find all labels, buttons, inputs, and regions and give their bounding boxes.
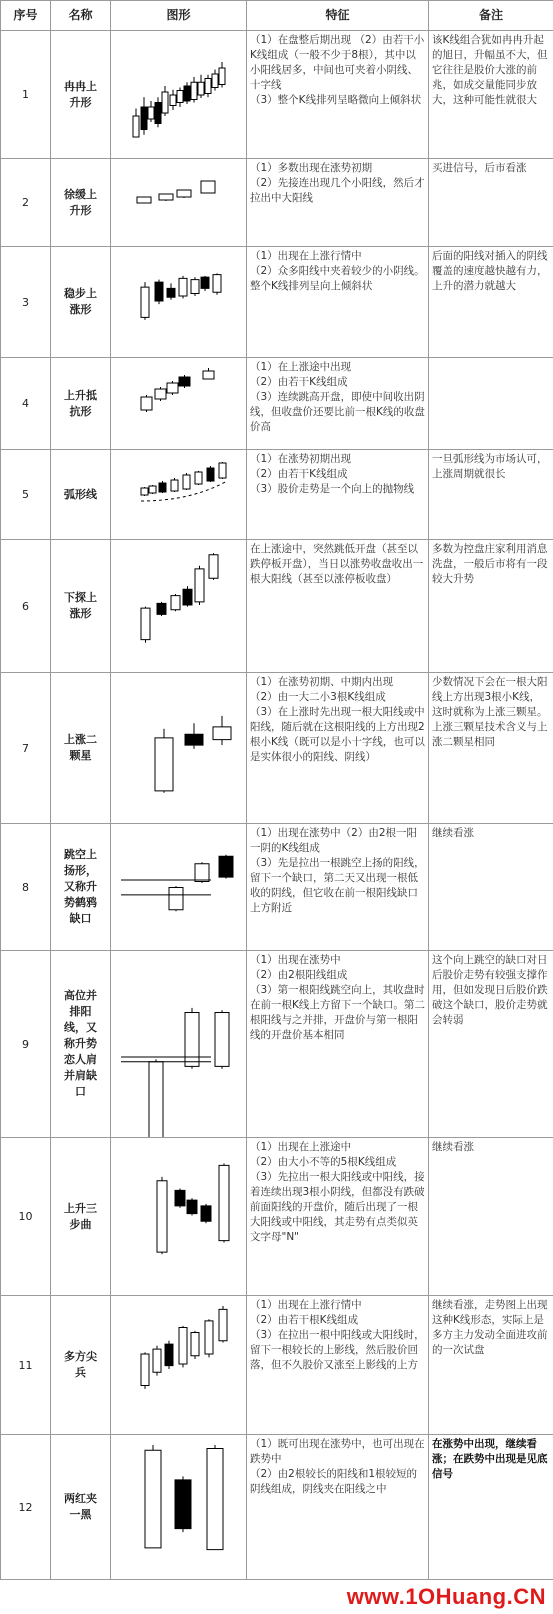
bullish-candle [141, 488, 148, 495]
row-number: 5 [1, 450, 51, 540]
note-line: 继续看涨，走势图上出现这种K线形态，实际上是多方主力发动全面进攻前的一次试盘 [432, 1299, 548, 1356]
note-line: 后面的阳线对插入的阴线覆盖的速度越快越有力，上升的潜力就越大 [432, 250, 548, 292]
feature-line: （3）整个K线排列呈略微向上倾斜状 [250, 94, 422, 106]
pattern-feature [247, 824, 429, 951]
pattern-note [429, 1296, 553, 1435]
table-row [1, 1138, 553, 1296]
pattern-name: 上升三步曲 [51, 1138, 111, 1296]
pattern-feature [247, 951, 429, 1138]
pattern-feature [247, 1296, 429, 1435]
pattern-name: 弧形线 [51, 450, 111, 540]
pattern-figure-cell [111, 450, 247, 540]
bullish-candle [185, 1013, 199, 1067]
candlestick-figure [111, 450, 247, 539]
candlestick-figure [111, 358, 247, 449]
feature-line: （1）既可出现在涨势中，也可出现在跌势中 [250, 1438, 425, 1465]
bullish-candle [212, 74, 218, 88]
feature-line: （3）先是拉出一根跳空上扬的阳线，留下一个缺口，第二天又出现一根低收的阴线，但它收在前一根阳线缺口上方附近 [250, 857, 425, 914]
bullish-candle [198, 82, 204, 95]
bullish-candle [141, 397, 152, 410]
bullish-candle [145, 1450, 161, 1548]
feature-line: （1）出现在上涨途中 [250, 1141, 352, 1153]
feature-line: （2）先接连出现几个小阳线，然后才拉出中大阳线 [250, 177, 425, 204]
bullish-candle [195, 472, 202, 484]
feature-line: （1）多数出现在涨势初期 [250, 162, 373, 174]
feature-line: （1）出现在上涨行情中 [250, 250, 362, 262]
table-row [1, 247, 553, 358]
note-line: 买进信号，后市看涨 [432, 162, 527, 174]
table-row [1, 540, 553, 673]
row-number: 3 [1, 247, 51, 358]
row-number: 12 [1, 1435, 51, 1580]
pattern-note [429, 31, 553, 159]
bullish-candle [201, 181, 215, 193]
header-note: 备注 [429, 1, 553, 31]
feature-line: （2）由大小不等的5根K线组成 [250, 1156, 397, 1168]
bullish-candle [219, 68, 225, 85]
bullish-candle [149, 486, 156, 493]
header-feature: 特征 [247, 1, 429, 31]
bearish-candle [175, 1480, 191, 1529]
pattern-name: 下探上涨形 [51, 540, 111, 673]
bullish-candle [159, 194, 173, 200]
bullish-candle [137, 197, 151, 203]
feature-line: （3）股价走势是一个向上的抛物线 [250, 483, 415, 495]
bullish-candle [195, 569, 204, 602]
note-line: 该K线组合犹如冉冉升起的旭日，升幅虽不大，但它往往是股价大涨的前兆，如成交量能同步放大，这种可能性就很大 [432, 34, 548, 106]
note-line: 多数为控盘庄家利用消息洗盘，一般后市将有一段较大升势 [432, 543, 548, 585]
candlestick-figure [111, 673, 247, 823]
feature-line: （2）众多阳线中夹着较少的小阴线。整个K线排列呈向上倾斜状 [250, 265, 425, 292]
bullish-candle [179, 278, 187, 296]
pattern-note [429, 247, 553, 358]
table-row [1, 450, 553, 540]
candlestick-figure [111, 247, 247, 357]
header-row [1, 1, 553, 31]
bullish-candle [171, 596, 180, 610]
pattern-figure-cell [111, 673, 247, 824]
header-figure: 图形 [111, 1, 247, 31]
bullish-candle [205, 1321, 213, 1354]
feature-line: （1）在盘整后期出现 （2）由若干小K线组成（一般不少于8根），其中以小阳线居多，中间也可夹着小阴线、十字线 [250, 34, 425, 91]
bullish-candle [179, 1328, 187, 1364]
header-no: 序号 [1, 1, 51, 31]
bearish-candle [219, 856, 233, 877]
pattern-figure-cell [111, 1138, 247, 1296]
bullish-candle [153, 1349, 161, 1372]
bullish-candle [141, 287, 149, 317]
pattern-note [429, 159, 553, 247]
pattern-note [429, 450, 553, 540]
table-row [1, 673, 553, 824]
pattern-feature [247, 159, 429, 247]
note-line: 继续看涨 [432, 827, 474, 839]
bearish-candle [184, 86, 190, 101]
bullish-candle [148, 107, 154, 119]
bearish-candle [179, 377, 190, 386]
bullish-candle [141, 1354, 149, 1385]
pattern-figure-cell [111, 1296, 247, 1435]
row-number: 9 [1, 951, 51, 1138]
pattern-figure-cell [111, 951, 247, 1138]
bearish-candle [155, 103, 161, 124]
pattern-figure-cell [111, 159, 247, 247]
feature-line: （2）由2根阳线组成 [250, 969, 348, 981]
bullish-candle [157, 1181, 167, 1252]
feature-line: 在上涨途中，突然跳低开盘（甚至以跌停板开盘），当日以涨势收盘收出一根大阳线（甚至以涨停板收盘） [250, 543, 424, 585]
pattern-note [429, 540, 553, 673]
note-line: 一旦弧形线为市场认可，上涨周期就很长 [432, 453, 548, 480]
pattern-note [429, 824, 553, 951]
bullish-candle [183, 475, 190, 489]
candlestick-figure [111, 31, 247, 158]
bearish-candle [207, 468, 214, 481]
bullish-candle [191, 280, 199, 294]
bullish-candle [207, 1448, 223, 1549]
bullish-candle [191, 1333, 199, 1356]
bullish-candle [191, 82, 197, 99]
table-row [1, 1296, 553, 1435]
feature-line: （2）由若干K线组成 [250, 468, 348, 480]
bullish-candle [205, 79, 211, 94]
bullish-candle [215, 1013, 229, 1067]
bearish-candle [155, 282, 163, 301]
feature-line: （3）在拉出一根中阳线或大阳线时，留下一根较长的上影线，然后股价回落，但不久股价又涨至上影线的上方 [250, 1329, 425, 1371]
row-number: 2 [1, 159, 51, 247]
bearish-candle [157, 603, 166, 614]
row-number: 11 [1, 1296, 51, 1435]
pattern-note [429, 1138, 553, 1296]
pattern-figure-cell [111, 358, 247, 450]
feature-line: （2）由一大二小3根K线组成 [250, 691, 386, 703]
pattern-figure-cell [111, 540, 247, 673]
pattern-name: 多方尖兵 [51, 1296, 111, 1435]
feature-line: （1）在上涨途中出现 [250, 361, 352, 373]
bullish-candle [171, 480, 178, 491]
pattern-name: 徐缓上升形 [51, 159, 111, 247]
table-row [1, 824, 553, 951]
row-number: 6 [1, 540, 51, 673]
pattern-note [429, 358, 553, 450]
bullish-candle [177, 91, 183, 103]
pattern-name: 冉冉上升形 [51, 31, 111, 159]
bullish-candle [213, 275, 221, 293]
pattern-feature [247, 247, 429, 358]
pattern-figure-cell [111, 824, 247, 951]
bullish-candle [133, 116, 139, 137]
pattern-note [429, 951, 553, 1138]
note-line: 继续看涨 [432, 1141, 474, 1153]
pattern-feature [247, 673, 429, 824]
bullish-candle [167, 383, 178, 393]
bullish-candle [149, 1062, 163, 1137]
pattern-note [429, 673, 553, 824]
bullish-candle [203, 371, 214, 379]
bullish-candle [219, 1309, 227, 1340]
feature-line: （1）出现在上涨行情中 [250, 1299, 362, 1311]
candlestick-figure [111, 1296, 247, 1434]
candlestick-figure [111, 951, 247, 1137]
bearish-candle [201, 277, 209, 288]
bearish-candle [175, 1190, 185, 1205]
table-row [1, 951, 553, 1138]
bullish-candle [213, 727, 231, 740]
pattern-name: 上升抵抗形 [51, 358, 111, 450]
bullish-candle [177, 190, 191, 197]
bearish-candle [201, 1206, 211, 1221]
feature-line: （1）出现在涨势中 [250, 954, 341, 966]
row-number: 4 [1, 358, 51, 450]
pattern-figure-cell [111, 31, 247, 159]
bullish-candle [169, 887, 183, 909]
watermark: www.1OHuang.CN [344, 1584, 549, 1610]
note-line: 这个向上跳空的缺口对日后股价走势有较强支撑作用，但如发现日后股价跌破这个缺口，股价走势就会转弱 [432, 954, 548, 1026]
feature-line: （2）由若干K线组成 [250, 376, 348, 388]
row-number: 1 [1, 31, 51, 159]
bullish-candle [219, 463, 226, 478]
pattern-figure-cell [111, 247, 247, 358]
feature-line: （2）由若干根K线组成 [250, 1314, 359, 1326]
feature-line: （3）先拉出一根大阳线或中阳线，接着连续出现3根小阴线，但都没有跌破前面阳线的开盘价，随后出现了一根大阳线或中阳线，其走势有点类似英文字母"N" [250, 1171, 425, 1243]
row-number: 10 [1, 1138, 51, 1296]
header-name: 名称 [51, 1, 111, 31]
note-line: 少数情况下会在一根大阳线上方出现3根小K线，这时就称为上涨三颗星。上涨三颗星技术含义与上涨二颗星相同 [432, 676, 548, 748]
bearish-candle [167, 288, 175, 297]
bullish-candle [162, 92, 168, 113]
candlestick-figure [111, 1435, 247, 1579]
pattern-figure-cell [111, 1435, 247, 1580]
pattern-feature [247, 31, 429, 159]
row-number: 8 [1, 824, 51, 951]
bullish-candle [155, 389, 166, 399]
feature-line: （3）第一根阳线跳空向上，其收盘时在前一根K线上方留下一个缺口。第二根阳线与之并排，开盘价与第一根阳线的开盘价基本相同 [250, 984, 425, 1041]
bullish-candle [209, 555, 218, 579]
bearish-candle [159, 483, 166, 492]
pattern-feature [247, 450, 429, 540]
table-row [1, 358, 553, 450]
bullish-candle [170, 95, 176, 106]
candlestick-figure [111, 824, 247, 950]
feature-line: （3）连续跳高开盘，即使中间收出阴线，但收盘价还要比前一根K线的收盘价高 [250, 391, 425, 433]
bearish-candle [165, 1344, 173, 1366]
feature-line: （1）出现在涨势中（2）由2根一阳一阴的K线组成 [250, 827, 418, 854]
feature-line: （1）在涨势初期、中期内出现 [250, 676, 394, 688]
candlestick-figure [111, 1138, 247, 1295]
pattern-name: 两红夹一黑 [51, 1435, 111, 1580]
pattern-name: 高位并排阳线，又称升势恋人肩并肩缺口 [51, 951, 111, 1138]
pattern-feature [247, 1435, 429, 1580]
bullish-candle [195, 864, 209, 882]
table-body [1, 31, 553, 1580]
note-line: 在涨势中出现，继续看涨；在跌势中出现是见底信号 [432, 1438, 548, 1480]
candlestick-figure [111, 540, 247, 672]
table-row [1, 31, 553, 159]
candlestick-figure [111, 159, 247, 246]
pattern-feature [247, 358, 429, 450]
table-row [1, 159, 553, 247]
bearish-candle [183, 589, 192, 605]
table-row [1, 1435, 553, 1580]
bullish-candle [141, 608, 150, 639]
pattern-name: 跳空上扬形，又称升势鹤鸦缺口 [51, 824, 111, 951]
feature-line: （2）由2根较长的阳线和1根较短的阴线组成，阴线夹在阳线之中 [250, 1468, 418, 1495]
feature-line: （1）在涨势初期出现 [250, 453, 352, 465]
pattern-feature [247, 540, 429, 673]
bearish-candle [141, 107, 147, 130]
pattern-feature [247, 1138, 429, 1296]
pattern-note [429, 1435, 553, 1580]
bearish-candle [185, 734, 203, 745]
pattern-name: 上涨二颗星 [51, 673, 111, 824]
bearish-candle [187, 1200, 197, 1214]
bullish-candle [155, 738, 173, 791]
row-number: 7 [1, 673, 51, 824]
feature-line: （3）在上涨时先出现一根大阳线或中阳线，随后就在这根阳线的上方出现2根小K线（既可以是小十字线，也可以是实体很小的阳线、阴线） [250, 706, 425, 763]
bullish-candle [219, 1165, 229, 1240]
pattern-name: 稳步上涨形 [51, 247, 111, 358]
